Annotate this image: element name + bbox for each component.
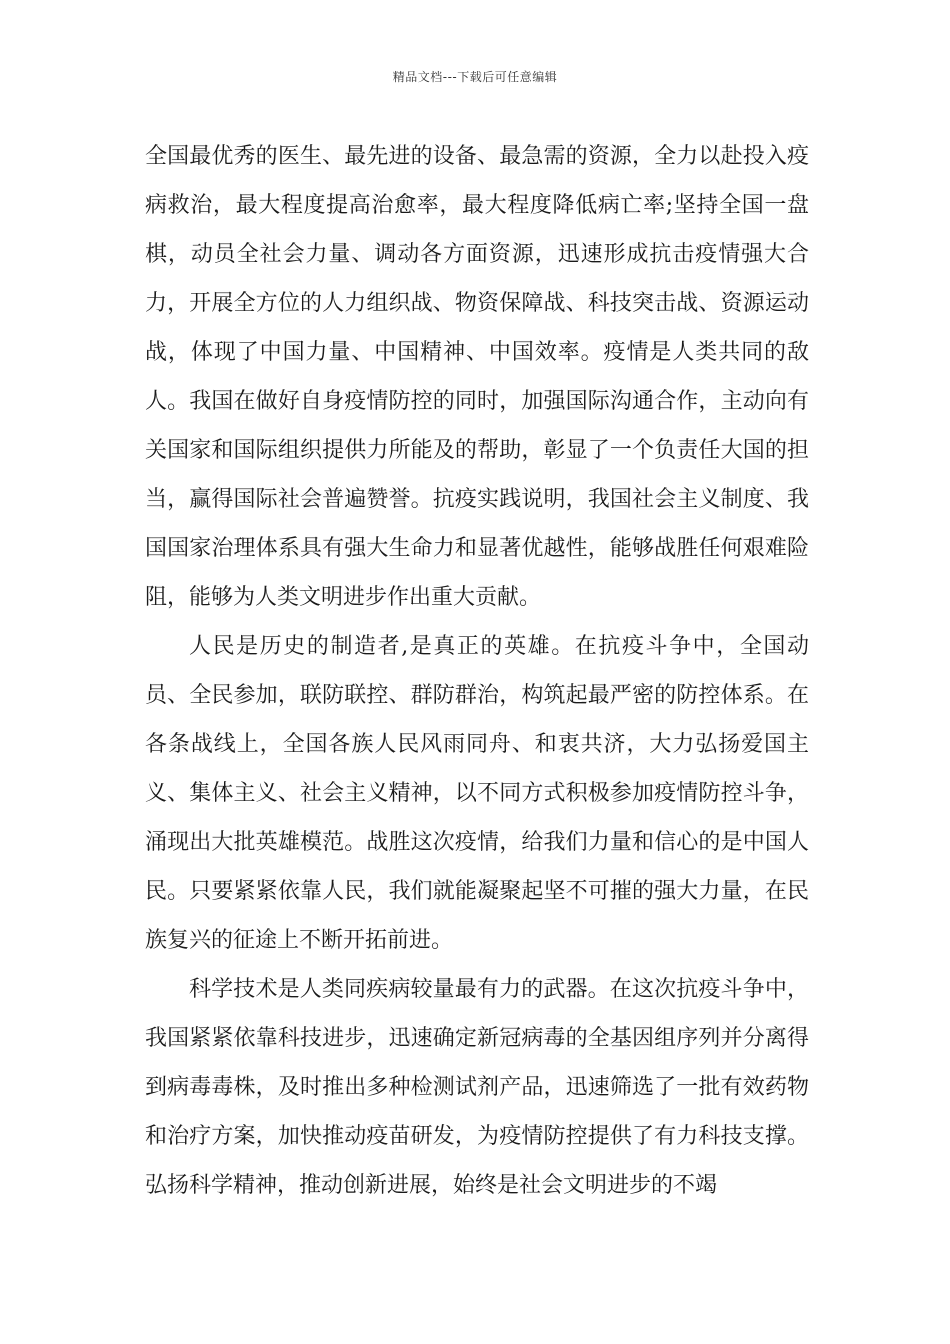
- paragraph-2: 人民是历史的制造者,是真正的英雄。在抗疫斗争中，全国动员、全民参加，联防联控、群防群治，构筑起最严密的防控体系。在各条战线上，全国各族人民风雨同舟、和衷共济，大力弘扬爱国主义、集体主义、社会主义精神，以不同方式积极参加疫情防控斗争，涌现出大批英雄模范。战胜这次疫情，给我们力量和信心的是中国人民。只要紧紧依靠人民，我们就能凝聚起坚不可摧的强大力量，在民族复兴的征途上不断开拓前进。: [145, 634, 809, 953]
- paragraph-1: 全国最优秀的医生、最先进的设备、最急需的资源，全力以赴投入疫病救治，最大程度提高治愈率，最大程度降低病亡率;坚持全国一盘棋，动员全社会力量、调动各方面资源，迅速形成抗击疫情强大合力，开展全方位的人力组织战、物资保障战、科技突击战、资源运动战，体现了中国力量、中国精神、中国效率。疫情是人类共同的敌人。我国在做好自身疫情防控的同时，加强国际沟通合作，主动向有关国家和国际组织提供力所能及的帮助，彰显了一个负责任大国的担当，赢得国际社会普遍赞誉。抗疫实践说明，我国社会主义制度、我国国家治理体系具有强大生命力和显著优越性，能够战胜任何艰难险阻，能够为人类文明进步作出重大贡献。: [145, 144, 809, 610]
- paragraph-3: 科学技术是人类同疾病较量最有力的武器。在这次抗疫斗争中，我国紧紧依靠科技进步，迅速确定新冠病毒的全基因组序列并分离得到病毒毒株，及时推出多种检测试剂产品，迅速筛选了一批有效药物和治疗方案，加快推动疫苗研发，为疫情防控提供了有力科技支撑。弘扬科学精神，推动创新进展，始终是社会文明进步的不竭: [145, 977, 809, 1198]
- page-header: 精品文档---下载后可任意编辑: [392, 70, 558, 84]
- document-body: [145, 132, 809, 1210]
